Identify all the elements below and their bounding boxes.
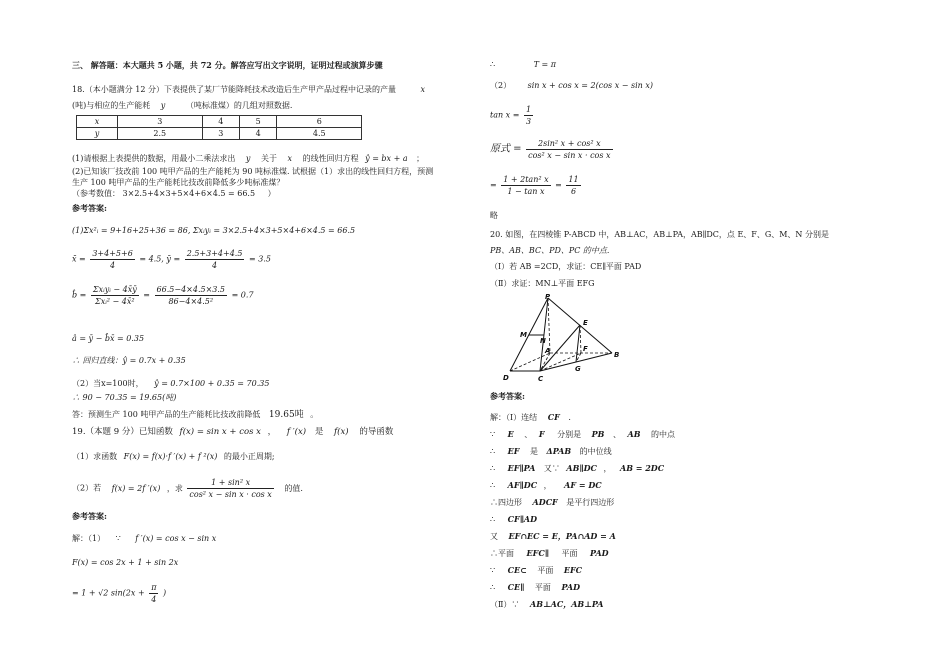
table-cell: 4 (202, 116, 239, 128)
r-part2 (490, 81, 653, 91)
a11-PAD: PAD (561, 582, 581, 592)
q18-statement-line2 (72, 101, 292, 111)
a1-cf: CF (547, 412, 560, 422)
fraction (526, 138, 612, 161)
q20-a9 (490, 548, 609, 559)
a5-AF-DC: AF∥DC (507, 480, 538, 490)
q18-data-table (76, 115, 362, 140)
label-M: M (520, 331, 527, 339)
denominator: Σxᵢ² − 4x̄² (95, 297, 135, 306)
mean-mid: = 4.5, ȳ = (139, 254, 181, 264)
fraction (185, 248, 245, 271)
q18-solution-slope (72, 284, 254, 307)
fraction (566, 174, 580, 197)
a3-is: 是 (529, 447, 538, 456)
label-D: D (503, 374, 509, 382)
original-label: 原式 = (490, 143, 522, 155)
a8-also: 又 (490, 532, 498, 541)
label-P: P (545, 293, 551, 301)
q19-part1 (72, 452, 275, 462)
numerator: 2.5+3+4+4.5 (186, 249, 243, 258)
q19-solution-1 (72, 534, 216, 544)
edge-PA (548, 298, 550, 353)
q20-answer-label: 参考答案: (490, 391, 525, 401)
table-cell: 6 (277, 116, 362, 128)
q18-p1-end: ； (416, 154, 425, 163)
fraction (524, 104, 533, 127)
a1-end: . (568, 413, 571, 422)
table-cell: y (77, 128, 118, 140)
a3-midline: 的中位线 (579, 447, 612, 456)
a4-AB-2DC: AB = 2DC (620, 463, 665, 473)
table-cell: 4.5 (277, 128, 362, 140)
denominator: 1 − tan x (507, 187, 545, 196)
period-value: T = π (533, 60, 557, 69)
q19-sol-start: 解：（1） (72, 534, 106, 543)
a6-parallelogram: 是平行四边形 (566, 498, 615, 507)
a3-therefore: ∴ (490, 447, 496, 456)
a12-perp: AB⊥AC，AB⊥PA (529, 599, 604, 609)
a5-AF-eq-DC: AF = DC (564, 480, 602, 490)
a11-plane: 平面 (534, 583, 551, 592)
a5-therefore: ∴ (490, 481, 496, 490)
a8-intersections: EF∩EC = E，PA∩AD = A (508, 531, 616, 541)
numerator: 1 + 2tan² x (503, 175, 549, 184)
q18-ref-label: （参考数值： (72, 189, 120, 198)
q19-s3-b: ) (163, 588, 167, 598)
denominator: cos² x − sin x · cos x (189, 490, 272, 499)
q18-p1-text: (1)请根据上表提供的数据，用最小二乘法求出 (72, 154, 236, 163)
r-result (490, 174, 583, 197)
a2-are: 分别是 (557, 430, 582, 439)
a4-AB-DC: AB∥DC (566, 463, 597, 473)
a10-because: ∵ (490, 566, 496, 575)
label-A: A (545, 347, 551, 355)
denominator: cos² x − sin x · cos x (528, 151, 611, 160)
q19-p1-text: （1）求函数 (72, 452, 118, 461)
table-row-x (77, 116, 362, 128)
q19-derivative-result: f ′(x) = cos x − sin x (135, 534, 217, 543)
r-omit: 略 (490, 211, 498, 220)
q20-part2: （Ⅱ）求证：MN⊥平面 EFG (490, 279, 595, 288)
q20-a4 (490, 463, 664, 474)
q19-solution-2: F(x) = cos 2x + 1 + sin 2x (72, 558, 179, 567)
slope-end: = 0.7 (231, 290, 254, 300)
a2-PB: PB (591, 429, 605, 439)
a2-sep: 、 (524, 430, 533, 439)
q18-solution-diff: ∴ 90 − 70.35 = 19.65(吨) (72, 393, 177, 402)
q19-fx: f(x) (334, 427, 349, 437)
label-E: E (583, 319, 588, 327)
table-cell: 3 (118, 116, 203, 128)
q18-ref-value: 3×2.5+4×3+5×4+6×4.5 = 66.5 (122, 189, 256, 198)
q18-answer-label: 参考答案: (72, 203, 107, 213)
q19-value: 的值. (284, 483, 303, 493)
a3-triangle: ΔPAB (546, 446, 572, 456)
q19-condition: f(x) = 2f ′(x) (111, 483, 161, 493)
q20-a11 (490, 582, 580, 593)
a4-therefore: ∴ (490, 464, 496, 473)
q20-a10 (490, 565, 582, 576)
pyramid-figure (500, 293, 630, 385)
q18-regression-equation: ŷ = bx + a (365, 154, 408, 163)
q18-reference (72, 189, 276, 199)
denominator: 4 (212, 261, 218, 270)
q18-var-y-2: y (245, 154, 251, 163)
denominator: 86−4×4.5² (168, 297, 214, 306)
q18-var-x-2: x (287, 154, 293, 163)
table-cell: x (77, 116, 118, 128)
r-part2-label: （2） (490, 81, 512, 90)
q19-find: ，求 (166, 483, 183, 493)
numerator: 1 (525, 105, 532, 114)
a6-quad: ∴四边形 (490, 498, 522, 507)
q18-solution-line: ∴ 回归直线：ŷ = 0.7x + 0.35 (72, 356, 186, 365)
denominator: 4 (110, 261, 116, 270)
a10-CE: CE⊂ (507, 565, 527, 575)
numerator: 2sin² x + cos² x (526, 138, 612, 150)
a11-therefore: ∴ (490, 583, 496, 592)
numerator: Σxᵢyᵢ − 4x̄ȳ (92, 285, 137, 294)
slope-label: b̂ = (72, 290, 87, 300)
q18-part2: (2)已知该厂技改前 100 吨甲产品的生产能耗为 90 吨标准煤. 试根据（1）求出的线性回归方程，预测 (72, 167, 434, 176)
a2-midpoints: 的中点 (651, 430, 676, 439)
a10-plane: 平面 (537, 566, 554, 575)
answer-value: 19.65吨 (268, 410, 304, 420)
q18-statement-line1 (72, 85, 425, 95)
label-G: G (575, 365, 581, 373)
section-title: 三、 解答题：本大题共 5 小题，共 72 分。解答应写出文字说明，证明过程或演算步骤 (72, 60, 383, 70)
q18-solution-means (72, 248, 271, 271)
q19-s3-a: = 1 + √2 sin(2x + (72, 588, 145, 598)
answer-text: 答：预测生产 100 吨甲产品的生产能耗比技改前降低 (72, 410, 261, 419)
q18-solution-intercept: â = ȳ − b̂x̄ = 0.35 (72, 334, 145, 343)
q18-solution-answer (72, 410, 318, 421)
numerator: 3+4+5+6 (92, 249, 133, 258)
seg-EF (580, 325, 581, 353)
numerator: 1 + sin² x (187, 477, 273, 489)
q20-a12 (490, 599, 604, 610)
a2-sep2: 、 (612, 430, 621, 439)
label-F: F (583, 345, 588, 353)
q18-ref-end: ） (267, 189, 276, 198)
q18-part1 (72, 154, 424, 164)
a2-E: E (507, 429, 514, 439)
q18-p1-about: 关于 (260, 154, 277, 163)
predict-equation: ŷ = 0.7×100 + 0.35 = 70.35 (154, 379, 270, 388)
a5-comma: ， (543, 481, 552, 490)
numerator: π (151, 583, 157, 592)
q18-text-c: （吨标准煤）的几组对照数据. (185, 101, 293, 110)
label-C: C (538, 375, 544, 383)
a10-EFC: EFC (563, 565, 583, 575)
numerator: 11 (568, 175, 579, 184)
fraction (187, 477, 273, 500)
table-row-y (77, 128, 362, 140)
table-cell: 4 (239, 128, 276, 140)
q19-F-def: F(x) = f(x)·f ′(x) + f ²(x) (123, 452, 218, 461)
q19-answer-label: 参考答案: (72, 511, 107, 521)
denominator: 6 (570, 187, 577, 196)
q20-a6 (490, 497, 614, 508)
q19-is: 是 (314, 427, 324, 437)
a2-AB: AB (627, 429, 641, 439)
edge-DA (510, 353, 550, 371)
q20-statement-1: 20. 如图，在四棱锥 P-ABCD 中，AB⊥AC，AB⊥PA，AB∥DC，点 E、F、G、M、N 分别是 (490, 230, 829, 239)
seg-EG (576, 325, 580, 362)
a12-part2: （Ⅱ）∵ (490, 600, 520, 609)
q19-part2 (72, 477, 303, 500)
label-N: N (540, 337, 546, 345)
denominator: 4 (151, 595, 157, 604)
a2-because: ∵ (490, 430, 496, 439)
q19-statement (72, 427, 393, 438)
q20-a2 (490, 429, 675, 440)
a9-EFC: EFC∥ (526, 548, 549, 558)
q18-text-b: (吨)与相应的生产能耗 (72, 101, 151, 110)
mean-end: = 3.5 (248, 254, 271, 264)
answer-end: 。 (310, 410, 319, 419)
r-original (490, 138, 615, 161)
table-cell: 3 (202, 128, 239, 140)
q18-solution-predict (72, 379, 269, 389)
a9-plane: ∴平面 (490, 549, 514, 558)
eq-sign: = (490, 180, 497, 190)
a1-text: 解：（Ⅰ）连结 (490, 413, 538, 422)
a9-PAD: PAD (590, 548, 609, 558)
label-B: B (614, 351, 620, 359)
r-part2-eq: sin x + cos x = 2(cos x − sin x) (527, 81, 653, 90)
tan-label: tan x = (490, 110, 520, 120)
a9-plane2: 平面 (561, 549, 578, 558)
q19-comma: ， (267, 427, 277, 437)
slope-mid: = (143, 290, 150, 300)
a6-ADCF: ADCF (532, 497, 558, 507)
fraction (91, 284, 139, 307)
a7-CF-AD: CF∥AD (507, 514, 538, 524)
q19-solution-3 (72, 582, 166, 605)
a4-also: 又∵ (543, 464, 560, 473)
q19-fprime: f ′(x) (286, 427, 307, 437)
a7-therefore: ∴ (490, 515, 496, 524)
numerator: 66.5−4×4.5×3.5 (156, 285, 226, 294)
a3-EF: EF (507, 446, 520, 456)
a2-F: F (538, 429, 545, 439)
q18-text-a: 18.（本小题满分 12 分）下表提供了某厂节能降耗技术改造后生产甲产品过程中记录的产量 (72, 85, 396, 94)
q19-text-a: 19.（本题 9 分）已知函数 (72, 427, 173, 437)
q19-p2-text: （2）若 (72, 483, 102, 493)
fraction (501, 174, 550, 197)
q18-part2-cont: 生产 100 吨甲产品的生产能耗比技改前降低多少吨标准煤？ (72, 178, 285, 187)
q19-p1-end: 的最小正周期; (223, 452, 275, 461)
mean-x-label: x̄ = (72, 254, 86, 264)
q18-solution-sums: (1)Σx²ᵢ = 9+16+25+36 = 86, Σxᵢyᵢ = 3×2.5+4×3+5×4+6×4.5 = 66.5 (72, 226, 356, 235)
q18-var-y: y (160, 101, 166, 110)
a4-comma: ， (603, 464, 612, 473)
q20-a1 (490, 412, 571, 423)
q20-statement-2: PB、AB、BC、PD、PC 的中点. (490, 246, 610, 255)
q18-p1-regression: 的线性回归方程 (302, 154, 359, 163)
q20-a5 (490, 480, 602, 491)
r-period (490, 60, 556, 70)
q20-part1: （Ⅰ）若 AB =2CD，求证：CE∥平面 PAD (490, 262, 642, 271)
therefore: ∴ (490, 60, 496, 69)
fraction (90, 248, 134, 271)
a4-EF-PA: EF∥PA (507, 463, 536, 473)
eq-sign-2: = (555, 180, 562, 190)
table-cell: 2.5 (118, 128, 203, 140)
q19-derivative: 的导函数 (359, 427, 394, 437)
a11-CE: CE∥ (507, 582, 525, 592)
q20-a3 (490, 446, 612, 457)
fraction (149, 582, 158, 605)
q20-a7 (490, 514, 537, 525)
table-cell: 5 (239, 116, 276, 128)
denominator: 3 (525, 117, 532, 126)
q19-f-def: f(x) = sin x + cos x (179, 427, 261, 437)
predict-text: （2）当x=100时， (72, 379, 144, 388)
q20-a8 (490, 531, 616, 542)
q19-because: ∵ (115, 534, 121, 543)
r-tan (490, 104, 535, 127)
fraction (155, 284, 227, 307)
q18-var-x: x (420, 85, 426, 94)
